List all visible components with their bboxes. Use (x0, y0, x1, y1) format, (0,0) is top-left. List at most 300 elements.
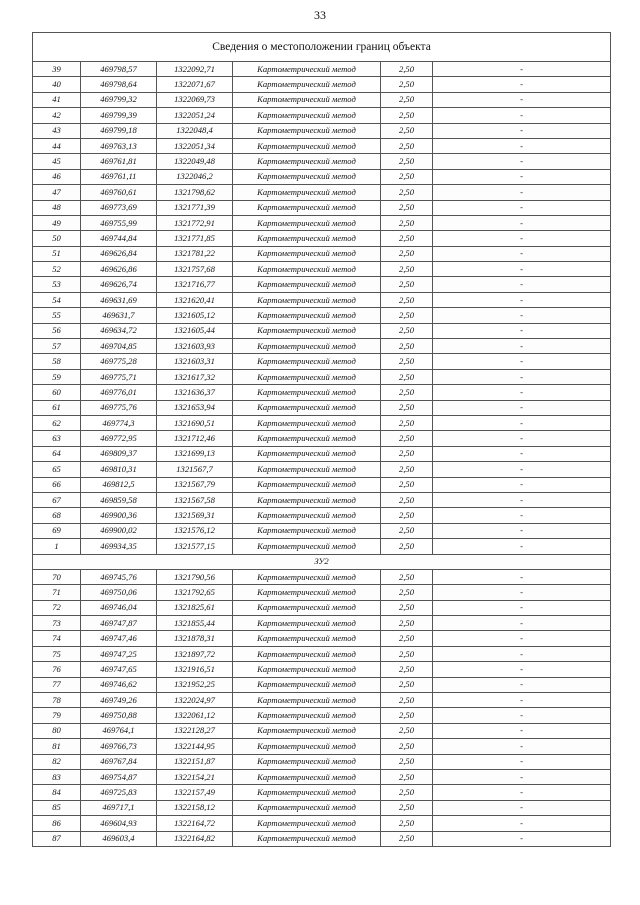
x-coordinate-cell: 469798,57 (81, 62, 157, 77)
table-row (33, 739, 611, 754)
point-number-cell: 53 (33, 277, 81, 292)
accuracy-cell: 2,50 (381, 431, 433, 446)
note-cell: - (433, 477, 611, 492)
accuracy-cell: 2,50 (381, 185, 433, 200)
table-row (33, 92, 611, 107)
x-coordinate-cell: 469934,35 (81, 539, 157, 554)
note-cell: - (433, 677, 611, 692)
accuracy-cell: 2,50 (381, 816, 433, 831)
method-cell: Картометрический метод (233, 354, 381, 369)
table-row (33, 693, 611, 708)
x-coordinate-cell: 469746,62 (81, 677, 157, 692)
y-coordinate-cell: 1321798,62 (157, 185, 233, 200)
note-cell: - (433, 185, 611, 200)
method-cell: Картометрический метод (233, 231, 381, 246)
y-coordinate-cell: 1322158,12 (157, 800, 233, 815)
x-coordinate-cell: 469772,95 (81, 431, 157, 446)
table-row (33, 677, 611, 692)
accuracy-cell: 2,50 (381, 169, 433, 184)
y-coordinate-cell: 1321617,32 (157, 369, 233, 384)
point-number-cell: 58 (33, 354, 81, 369)
accuracy-cell: 2,50 (381, 739, 433, 754)
table-row (33, 231, 611, 246)
x-coordinate-cell: 469775,28 (81, 354, 157, 369)
method-cell: Картометрический метод (233, 339, 381, 354)
method-cell: Картометрический метод (233, 62, 381, 77)
y-coordinate-cell: 1321603,93 (157, 339, 233, 354)
method-cell: Картометрический метод (233, 400, 381, 415)
method-cell: Картометрический метод (233, 785, 381, 800)
point-number-cell: 86 (33, 816, 81, 831)
method-cell: Картометрический метод (233, 539, 381, 554)
method-cell: Картометрический метод (233, 477, 381, 492)
point-number-cell: 74 (33, 631, 81, 646)
note-cell: - (433, 769, 611, 784)
x-coordinate-cell: 469900,36 (81, 508, 157, 523)
y-coordinate-cell: 1322024,97 (157, 693, 233, 708)
y-coordinate-cell: 1322151,87 (157, 754, 233, 769)
x-coordinate-cell: 469750,06 (81, 585, 157, 600)
y-coordinate-cell: 1321567,7 (157, 462, 233, 477)
note-cell: - (433, 569, 611, 584)
x-coordinate-cell: 469775,76 (81, 400, 157, 415)
method-cell: Картометрический метод (233, 754, 381, 769)
table-row (33, 492, 611, 507)
point-number-cell: 44 (33, 138, 81, 153)
note-cell: - (433, 693, 611, 708)
y-coordinate-cell: 1321605,12 (157, 308, 233, 323)
table-row (33, 769, 611, 784)
x-coordinate-cell: 469747,65 (81, 662, 157, 677)
accuracy-cell: 2,50 (381, 446, 433, 461)
y-coordinate-cell: 1321569,31 (157, 508, 233, 523)
note-cell: - (433, 754, 611, 769)
accuracy-cell: 2,50 (381, 369, 433, 384)
note-cell: - (433, 169, 611, 184)
note-cell: - (433, 385, 611, 400)
point-number-cell: 80 (33, 723, 81, 738)
y-coordinate-cell: 1322144,95 (157, 739, 233, 754)
y-coordinate-cell: 1322157,49 (157, 785, 233, 800)
y-coordinate-cell: 1321653,94 (157, 400, 233, 415)
table-row (33, 662, 611, 677)
accuracy-cell: 2,50 (381, 569, 433, 584)
y-coordinate-cell: 1321716,77 (157, 277, 233, 292)
table-row (33, 246, 611, 261)
accuracy-cell: 2,50 (381, 539, 433, 554)
method-cell: Картометрический метод (233, 646, 381, 661)
method-cell: Картометрический метод (233, 462, 381, 477)
accuracy-cell: 2,50 (381, 215, 433, 230)
table-row (33, 108, 611, 123)
y-coordinate-cell: 1322051,24 (157, 108, 233, 123)
y-coordinate-cell: 1321603,31 (157, 354, 233, 369)
y-coordinate-cell: 1321699,13 (157, 446, 233, 461)
note-cell: - (433, 616, 611, 631)
method-cell: Картометрический метод (233, 723, 381, 738)
y-coordinate-cell: 1321790,56 (157, 569, 233, 584)
x-coordinate-cell: 469773,69 (81, 200, 157, 215)
method-cell: Картометрический метод (233, 169, 381, 184)
table-row (33, 123, 611, 138)
accuracy-cell: 2,50 (381, 154, 433, 169)
note-cell: - (433, 92, 611, 107)
note-cell: - (433, 800, 611, 815)
accuracy-cell: 2,50 (381, 277, 433, 292)
method-cell: Картометрический метод (233, 616, 381, 631)
note-cell: - (433, 492, 611, 507)
y-coordinate-cell: 1321781,22 (157, 246, 233, 261)
x-coordinate-cell: 469746,04 (81, 600, 157, 615)
table-row (33, 339, 611, 354)
point-number-cell: 43 (33, 123, 81, 138)
method-cell: Картометрический метод (233, 508, 381, 523)
point-number-cell: 52 (33, 262, 81, 277)
y-coordinate-cell: 1321855,44 (157, 616, 233, 631)
y-coordinate-cell: 1321690,51 (157, 415, 233, 430)
table-row (33, 400, 611, 415)
note-cell: - (433, 415, 611, 430)
x-coordinate-cell: 469812,5 (81, 477, 157, 492)
point-number-cell: 67 (33, 492, 81, 507)
accuracy-cell: 2,50 (381, 231, 433, 246)
accuracy-cell: 2,50 (381, 200, 433, 215)
x-coordinate-cell: 469761,81 (81, 154, 157, 169)
note-cell: - (433, 123, 611, 138)
y-coordinate-cell: 1321567,79 (157, 477, 233, 492)
accuracy-cell: 2,50 (381, 631, 433, 646)
note-cell: - (433, 108, 611, 123)
accuracy-cell: 2,50 (381, 339, 433, 354)
method-cell: Картометрический метод (233, 631, 381, 646)
method-cell: Картометрический метод (233, 831, 381, 846)
method-cell: Картометрический метод (233, 154, 381, 169)
point-number-cell: 66 (33, 477, 81, 492)
note-cell: - (433, 262, 611, 277)
table-row (33, 708, 611, 723)
point-number-cell: 63 (33, 431, 81, 446)
table-row (33, 62, 611, 77)
accuracy-cell: 2,50 (381, 508, 433, 523)
y-coordinate-cell: 1322128,27 (157, 723, 233, 738)
note-cell: - (433, 785, 611, 800)
note-cell: - (433, 277, 611, 292)
x-coordinate-cell: 469775,71 (81, 369, 157, 384)
x-coordinate-cell: 469717,1 (81, 800, 157, 815)
point-number-cell: 47 (33, 185, 81, 200)
x-coordinate-cell: 469744,84 (81, 231, 157, 246)
accuracy-cell: 2,50 (381, 769, 433, 784)
note-cell: - (433, 831, 611, 846)
y-coordinate-cell: 1321576,12 (157, 523, 233, 538)
table-row (33, 523, 611, 538)
table-row (33, 138, 611, 153)
accuracy-cell: 2,50 (381, 477, 433, 492)
table-row (33, 646, 611, 661)
accuracy-cell: 2,50 (381, 600, 433, 615)
accuracy-cell: 2,50 (381, 308, 433, 323)
accuracy-cell: 2,50 (381, 585, 433, 600)
y-coordinate-cell: 1321620,41 (157, 292, 233, 307)
method-cell: Картометрический метод (233, 431, 381, 446)
method-cell: Картометрический метод (233, 523, 381, 538)
point-number-cell: 68 (33, 508, 81, 523)
y-coordinate-cell: 1322049,48 (157, 154, 233, 169)
point-number-cell: 78 (33, 693, 81, 708)
table-row (33, 308, 611, 323)
note-cell: - (433, 816, 611, 831)
accuracy-cell: 2,50 (381, 323, 433, 338)
y-coordinate-cell: 1322154,21 (157, 769, 233, 784)
y-coordinate-cell: 1322092,71 (157, 62, 233, 77)
y-coordinate-cell: 1321577,15 (157, 539, 233, 554)
point-number-cell: 46 (33, 169, 81, 184)
accuracy-cell: 2,50 (381, 262, 433, 277)
point-number-cell: 42 (33, 108, 81, 123)
x-coordinate-cell: 469809,37 (81, 446, 157, 461)
section-label: ЗУ2 (33, 554, 611, 569)
accuracy-cell: 2,50 (381, 693, 433, 708)
method-cell: Картометрический метод (233, 569, 381, 584)
method-cell: Картометрический метод (233, 708, 381, 723)
point-number-cell: 50 (33, 231, 81, 246)
accuracy-cell: 2,50 (381, 800, 433, 815)
y-coordinate-cell: 1321771,39 (157, 200, 233, 215)
table-row (33, 292, 611, 307)
y-coordinate-cell: 1321878,31 (157, 631, 233, 646)
point-number-cell: 83 (33, 769, 81, 784)
y-coordinate-cell: 1322069,73 (157, 92, 233, 107)
method-cell: Картометрический метод (233, 492, 381, 507)
section-header-row (33, 554, 611, 569)
point-number-cell: 56 (33, 323, 81, 338)
x-coordinate-cell: 469774,3 (81, 415, 157, 430)
point-number-cell: 49 (33, 215, 81, 230)
x-coordinate-cell: 469798,64 (81, 77, 157, 92)
method-cell: Картометрический метод (233, 215, 381, 230)
accuracy-cell: 2,50 (381, 492, 433, 507)
point-number-cell: 72 (33, 600, 81, 615)
table-row (33, 262, 611, 277)
point-number-cell: 64 (33, 446, 81, 461)
method-cell: Картометрический метод (233, 585, 381, 600)
accuracy-cell: 2,50 (381, 831, 433, 846)
table-row (33, 200, 611, 215)
y-coordinate-cell: 1321605,44 (157, 323, 233, 338)
x-coordinate-cell: 469626,84 (81, 246, 157, 261)
y-coordinate-cell: 1322071,67 (157, 77, 233, 92)
accuracy-cell: 2,50 (381, 462, 433, 477)
x-coordinate-cell: 469763,13 (81, 138, 157, 153)
method-cell: Картометрический метод (233, 185, 381, 200)
point-number-cell: 73 (33, 616, 81, 631)
table-row (33, 77, 611, 92)
note-cell: - (433, 431, 611, 446)
accuracy-cell: 2,50 (381, 123, 433, 138)
point-number-cell: 41 (33, 92, 81, 107)
accuracy-cell: 2,50 (381, 415, 433, 430)
note-cell: - (433, 292, 611, 307)
table-row (33, 754, 611, 769)
y-coordinate-cell: 1321757,68 (157, 262, 233, 277)
x-coordinate-cell: 469754,87 (81, 769, 157, 784)
y-coordinate-cell: 1322061,12 (157, 708, 233, 723)
note-cell: - (433, 739, 611, 754)
accuracy-cell: 2,50 (381, 677, 433, 692)
table-row (33, 508, 611, 523)
x-coordinate-cell: 469767,84 (81, 754, 157, 769)
method-cell: Картометрический метод (233, 800, 381, 815)
note-cell: - (433, 646, 611, 661)
table-row (33, 462, 611, 477)
x-coordinate-cell: 469799,18 (81, 123, 157, 138)
x-coordinate-cell: 469747,46 (81, 631, 157, 646)
method-cell: Картометрический метод (233, 92, 381, 107)
accuracy-cell: 2,50 (381, 138, 433, 153)
x-coordinate-cell: 469604,93 (81, 816, 157, 831)
table-row (33, 185, 611, 200)
point-number-cell: 54 (33, 292, 81, 307)
x-coordinate-cell: 469799,32 (81, 92, 157, 107)
accuracy-cell: 2,50 (381, 646, 433, 661)
x-coordinate-cell: 469747,87 (81, 616, 157, 631)
x-coordinate-cell: 469766,73 (81, 739, 157, 754)
accuracy-cell: 2,50 (381, 708, 433, 723)
y-coordinate-cell: 1321567,58 (157, 492, 233, 507)
method-cell: Картометрический метод (233, 769, 381, 784)
x-coordinate-cell: 469900,02 (81, 523, 157, 538)
accuracy-cell: 2,50 (381, 723, 433, 738)
table-row (33, 154, 611, 169)
y-coordinate-cell: 1322046,2 (157, 169, 233, 184)
accuracy-cell: 2,50 (381, 523, 433, 538)
x-coordinate-cell: 469776,01 (81, 385, 157, 400)
table-row (33, 385, 611, 400)
note-cell: - (433, 215, 611, 230)
point-number-cell: 55 (33, 308, 81, 323)
table-row (33, 785, 611, 800)
y-coordinate-cell: 1321772,91 (157, 215, 233, 230)
x-coordinate-cell: 469626,74 (81, 277, 157, 292)
note-cell: - (433, 508, 611, 523)
point-number-cell: 85 (33, 800, 81, 815)
point-number-cell: 40 (33, 77, 81, 92)
x-coordinate-cell: 469760,61 (81, 185, 157, 200)
point-number-cell: 57 (33, 339, 81, 354)
x-coordinate-cell: 469603,4 (81, 831, 157, 846)
note-cell: - (433, 400, 611, 415)
x-coordinate-cell: 469750,88 (81, 708, 157, 723)
method-cell: Картометрический метод (233, 816, 381, 831)
point-number-cell: 71 (33, 585, 81, 600)
note-cell: - (433, 354, 611, 369)
accuracy-cell: 2,50 (381, 62, 433, 77)
point-number-cell: 60 (33, 385, 81, 400)
note-cell: - (433, 246, 611, 261)
y-coordinate-cell: 1321771,85 (157, 231, 233, 246)
note-cell: - (433, 339, 611, 354)
y-coordinate-cell: 1321916,51 (157, 662, 233, 677)
point-number-cell: 65 (33, 462, 81, 477)
table-row (33, 415, 611, 430)
note-cell: - (433, 231, 611, 246)
y-coordinate-cell: 1321825,61 (157, 600, 233, 615)
y-coordinate-cell: 1321792,65 (157, 585, 233, 600)
method-cell: Картометрический метод (233, 369, 381, 384)
x-coordinate-cell: 469859,58 (81, 492, 157, 507)
table-row (33, 369, 611, 384)
table-row (33, 354, 611, 369)
table-title: Сведения о местоположении границ объекта (33, 33, 611, 62)
x-coordinate-cell: 469725,83 (81, 785, 157, 800)
note-cell: - (433, 308, 611, 323)
note-cell: - (433, 585, 611, 600)
note-cell: - (433, 138, 611, 153)
note-cell: - (433, 662, 611, 677)
note-cell: - (433, 708, 611, 723)
page-number: 33 (314, 8, 326, 22)
note-cell: - (433, 523, 611, 538)
point-number-cell: 1 (33, 539, 81, 554)
table-row (33, 600, 611, 615)
method-cell: Картометрический метод (233, 415, 381, 430)
note-cell: - (433, 323, 611, 338)
note-cell: - (433, 77, 611, 92)
x-coordinate-cell: 469810,31 (81, 462, 157, 477)
method-cell: Картометрический метод (233, 77, 381, 92)
table-row (33, 800, 611, 815)
method-cell: Картометрический метод (233, 662, 381, 677)
method-cell: Картометрический метод (233, 200, 381, 215)
table-row (33, 539, 611, 554)
point-number-cell: 77 (33, 677, 81, 692)
method-cell: Картометрический метод (233, 138, 381, 153)
note-cell: - (433, 200, 611, 215)
method-cell: Картометрический метод (233, 677, 381, 692)
table-row (33, 446, 611, 461)
accuracy-cell: 2,50 (381, 662, 433, 677)
point-number-cell: 51 (33, 246, 81, 261)
method-cell: Картометрический метод (233, 600, 381, 615)
accuracy-cell: 2,50 (381, 785, 433, 800)
method-cell: Картометрический метод (233, 323, 381, 338)
point-number-cell: 75 (33, 646, 81, 661)
accuracy-cell: 2,50 (381, 385, 433, 400)
y-coordinate-cell: 1321712,46 (157, 431, 233, 446)
point-number-cell: 59 (33, 369, 81, 384)
accuracy-cell: 2,50 (381, 616, 433, 631)
accuracy-cell: 2,50 (381, 246, 433, 261)
accuracy-cell: 2,50 (381, 108, 433, 123)
x-coordinate-cell: 469634,72 (81, 323, 157, 338)
point-number-cell: 70 (33, 569, 81, 584)
method-cell: Картометрический метод (233, 262, 381, 277)
point-number-cell: 39 (33, 62, 81, 77)
x-coordinate-cell: 469749,26 (81, 693, 157, 708)
point-number-cell: 76 (33, 662, 81, 677)
point-number-cell: 69 (33, 523, 81, 538)
x-coordinate-cell: 469626,86 (81, 262, 157, 277)
point-number-cell: 84 (33, 785, 81, 800)
y-coordinate-cell: 1322164,72 (157, 816, 233, 831)
x-coordinate-cell: 469799,39 (81, 108, 157, 123)
note-cell: - (433, 631, 611, 646)
table-row (33, 431, 611, 446)
point-number-cell: 79 (33, 708, 81, 723)
accuracy-cell: 2,50 (381, 754, 433, 769)
accuracy-cell: 2,50 (381, 400, 433, 415)
y-coordinate-cell: 1322048,4 (157, 123, 233, 138)
